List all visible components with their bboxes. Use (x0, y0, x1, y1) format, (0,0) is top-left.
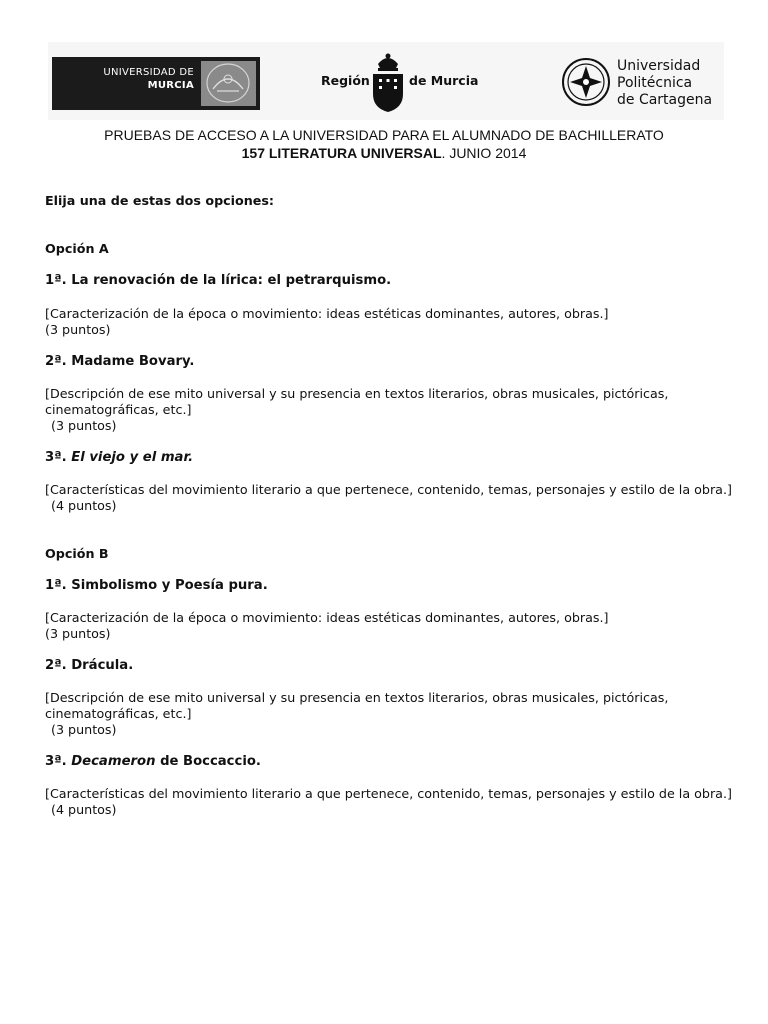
question-text: de Boccaccio. (160, 754, 261, 769)
option-a-q1-points: (3 puntos) (45, 322, 111, 337)
question-text: Drácula. (71, 658, 134, 673)
question-number: 3ª. (45, 754, 67, 769)
um-seal-icon (201, 61, 256, 106)
option-b-heading: Opción B (45, 546, 109, 561)
exam-title-line1: PRUEBAS DE ACCESO A LA UNIVERSIDAD PARA EL ALUMNADO DE BACHILLERATO (104, 127, 664, 143)
upct-logo-text (617, 58, 712, 109)
option-b-question-2 (45, 658, 735, 674)
um-logo-text (103, 66, 194, 92)
option-a-question-3 (45, 450, 735, 466)
upct-seal-icon (561, 57, 611, 107)
option-a-q2-points: (3 puntos) (51, 418, 117, 433)
question-number: 1ª. (45, 273, 67, 288)
option-b-q1-description: [Caracterización de la época o movimiento: ideas estéticas dominantes, autores, obras.] (45, 610, 609, 625)
upct-line1: Universidad (617, 58, 701, 74)
option-a-q2-description-line1: [Descripción de ese mito universal y su presencia en textos literarios, obras musicales, pictóricas, (45, 386, 669, 401)
question-text: El viejo y el mar. (71, 450, 194, 465)
region-murcia-left-text: Región (321, 73, 370, 88)
question-number: 2ª. (45, 354, 67, 369)
question-number: 2ª. (45, 658, 67, 673)
question-text: Simbolismo y Poesía pura. (71, 578, 268, 593)
exam-subject: 157 LITERATURA UNIVERSAL (241, 145, 442, 161)
option-b-q3-points: (4 puntos) (51, 802, 117, 817)
option-b-q2-description-line2: cinematográficas, etc.] (45, 706, 192, 721)
instruction: Elija una de estas dos opciones: (45, 193, 275, 208)
exam-date: . JUNIO 2014 (441, 145, 527, 161)
option-b-q3-description: [Características del movimiento literario a que pertenece, contenido, temas, personajes y estilo de la obra.] (45, 786, 732, 801)
region-murcia-right-text: de Murcia (409, 73, 479, 88)
option-b-question-1 (45, 578, 735, 594)
universidad-murcia-logo (52, 57, 260, 110)
option-a-q3-description: [Características del movimiento literario a que pertenece, contenido, temas, personajes y estilo de la obra.] (45, 482, 732, 497)
option-b-question-3 (45, 754, 735, 770)
option-b-q2-description-line1: [Descripción de ese mito universal y su presencia en textos literarios, obras musicales, pictóricas, (45, 690, 669, 705)
um-line2: MURCIA (147, 80, 194, 91)
option-a-q2-description-line2: cinematográficas, etc.] (45, 402, 192, 417)
upct-line3: de Cartagena (617, 92, 713, 108)
um-line1: UNIVERSIDAD DE (103, 67, 194, 78)
option-a-question-2 (45, 354, 735, 370)
upct-line2: Politécnica (617, 75, 693, 91)
exam-title-line2 (0, 144, 768, 162)
question-text: La renovación de la lírica: el petrarquismo. (71, 273, 392, 288)
region-murcia-shield-icon (370, 52, 406, 114)
option-a-q1-description: [Caracterización de la época o movimiento: ideas estéticas dominantes, autores, obras.] (45, 306, 609, 321)
question-number: 1ª. (45, 578, 67, 593)
question-text: Madame Bovary. (71, 354, 195, 369)
option-a-question-1 (45, 273, 735, 289)
option-b-q2-points: (3 puntos) (51, 722, 117, 737)
option-a-q3-points: (4 puntos) (51, 498, 117, 513)
question-text-italic: Decameron (71, 754, 156, 769)
option-a-heading: Opción A (45, 241, 109, 256)
option-b-q1-points: (3 puntos) (45, 626, 111, 641)
question-number: 3ª. (45, 450, 67, 465)
